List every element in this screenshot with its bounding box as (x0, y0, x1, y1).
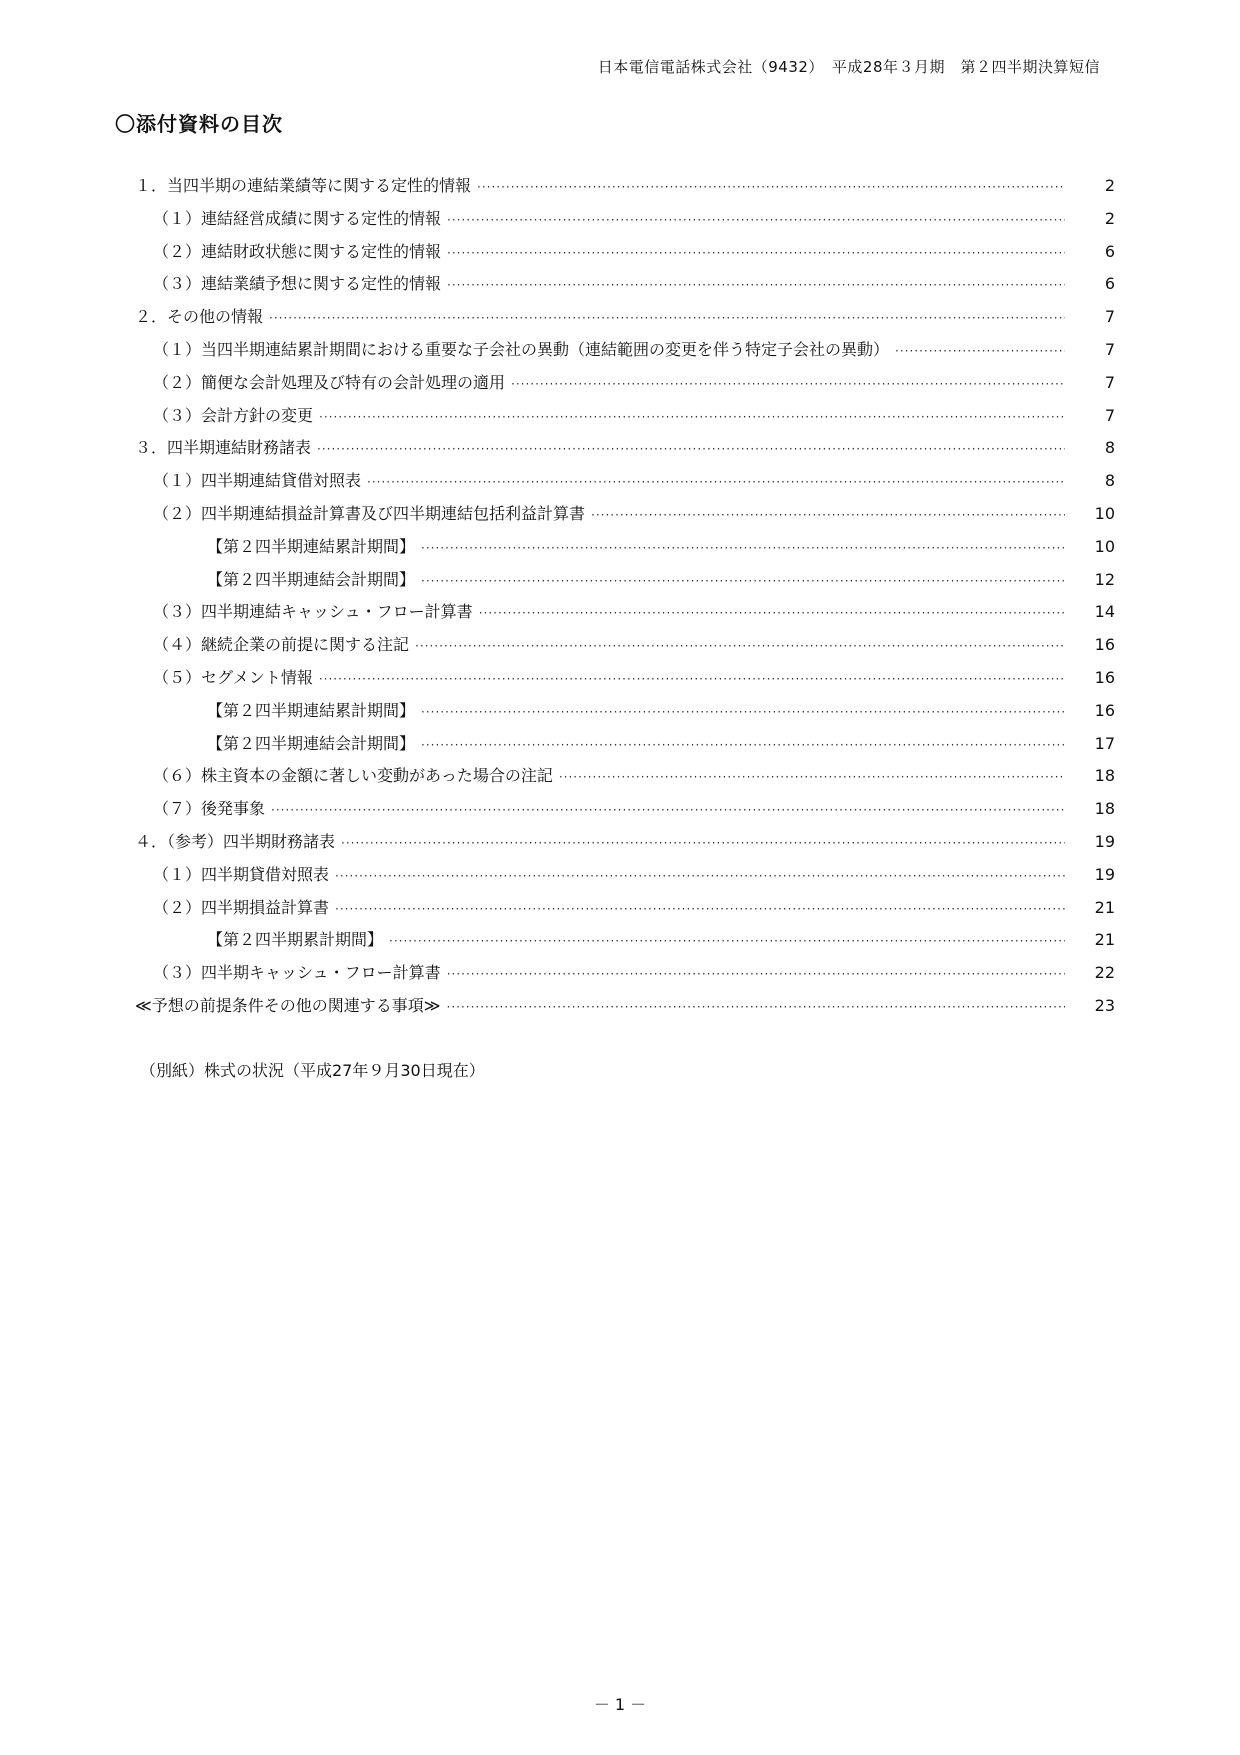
page-number: － 1 － (593, 1695, 647, 1714)
toc-dot-leader (335, 893, 1065, 926)
toc-entry-label: ３．四半期連結財務諸表 (135, 438, 312, 458)
toc-dot-leader (447, 269, 1065, 302)
toc-entry-page: 7 (1104, 339, 1115, 359)
toc-dot-leader (421, 729, 1065, 762)
toc-entry[interactable] (135, 662, 1115, 695)
toc-entry[interactable] (135, 432, 1115, 465)
toc-entry-label: （３）会計方針の変更 (153, 405, 314, 425)
toc-entry-page: 17 (1094, 733, 1115, 753)
toc-entry-page: 19 (1094, 831, 1115, 851)
toc-entry-label: （３）四半期キャッシュ・フロー計算書 (153, 963, 441, 983)
toc-entry-page: 21 (1094, 930, 1115, 950)
toc-entry[interactable] (135, 203, 1115, 236)
toc-entry-page: 22 (1094, 963, 1115, 983)
toc-entry[interactable] (135, 531, 1115, 564)
toc-entry-label: （２）四半期連結損益計算書及び四半期連結包括利益計算書 (153, 503, 586, 523)
toc-entry-label: （５）セグメント情報 (153, 667, 313, 687)
toc-entry[interactable] (135, 760, 1115, 793)
toc-entry[interactable] (135, 596, 1115, 629)
toc-entry-label: （３）四半期連結キャッシュ・フロー計算書 (153, 602, 473, 622)
toc-entry-page: 21 (1094, 897, 1115, 917)
toc-dot-leader (591, 499, 1065, 532)
toc-entry[interactable] (135, 695, 1115, 728)
toc-title: 〇添付資料の目次 (115, 112, 283, 136)
toc-dot-leader (559, 761, 1065, 794)
toc-dot-leader (271, 794, 1065, 827)
toc-entry-page: 8 (1104, 438, 1115, 458)
appendix-note: （別紙）株式の状況（平成27年９月30日現在） (140, 1061, 485, 1080)
toc-entry-page: 8 (1104, 471, 1115, 491)
toc-entry-label: （１）四半期連結貸借対照表 (153, 471, 362, 491)
toc-entry[interactable] (135, 793, 1115, 826)
toc-dot-leader (421, 696, 1065, 729)
toc-entry-page: 18 (1094, 799, 1115, 819)
toc-entry[interactable] (135, 170, 1115, 203)
toc-entry-label: 【第２四半期連結会計期間】 (207, 569, 416, 589)
toc-dot-leader (447, 991, 1065, 1024)
toc-dot-leader (479, 597, 1065, 630)
toc-entry-label: 【第２四半期連結会計期間】 (207, 733, 416, 753)
toc-entry-page: 6 (1104, 274, 1115, 294)
toc-entry-label: （２）連結財政状態に関する定性的情報 (153, 241, 442, 261)
toc-entry[interactable] (135, 629, 1115, 662)
toc-entry-page: 16 (1094, 667, 1115, 687)
toc-entry[interactable] (135, 498, 1115, 531)
toc-entry[interactable] (135, 301, 1115, 334)
toc-dot-leader (421, 532, 1065, 565)
toc-entry[interactable] (135, 826, 1115, 859)
toc-entry-page: 18 (1094, 766, 1115, 786)
toc-dot-leader (319, 401, 1065, 434)
toc-entry-page: 7 (1104, 405, 1115, 425)
table-of-contents (135, 170, 1115, 1023)
toc-entry[interactable] (135, 400, 1115, 433)
toc-entry[interactable] (135, 957, 1115, 990)
toc-entry-page: 10 (1094, 503, 1115, 523)
toc-entry-label: （２）四半期損益計算書 (153, 897, 330, 917)
toc-entry-label: （１）四半期貸借対照表 (153, 864, 330, 884)
toc-entry[interactable] (135, 236, 1115, 269)
toc-entry[interactable] (135, 367, 1115, 400)
toc-entry-page: 19 (1094, 864, 1115, 884)
toc-dot-leader (317, 433, 1065, 466)
toc-entry-label: （１）連結経営成績に関する定性的情報 (153, 208, 442, 228)
toc-dot-leader (511, 368, 1065, 401)
toc-entry[interactable] (135, 334, 1115, 367)
toc-dot-leader (367, 466, 1065, 499)
toc-entry-label: 【第２四半期連結累計期間】 (207, 536, 416, 556)
toc-entry-label: 【第２四半期累計期間】 (207, 930, 384, 950)
toc-dot-leader (415, 630, 1065, 663)
toc-entry[interactable] (135, 465, 1115, 498)
toc-entry[interactable] (135, 892, 1115, 925)
toc-dot-leader (447, 237, 1065, 270)
toc-dot-leader (319, 663, 1065, 696)
toc-entry-label: ４．（参考）四半期財務諸表 (135, 831, 336, 851)
toc-entry-label: 【第２四半期連結累計期間】 (207, 700, 416, 720)
toc-entry-page: 2 (1104, 208, 1115, 228)
toc-entry[interactable] (135, 268, 1115, 301)
toc-dot-leader (341, 827, 1065, 860)
toc-entry-label: （６）株主資本の金額に著しい変動があった場合の注記 (153, 766, 553, 786)
toc-entry-label: （１）当四半期連結累計期間における重要な子会社の異動（連結範囲の変更を伴う特定子会社の異動） (153, 339, 890, 359)
toc-dot-leader (389, 925, 1065, 958)
toc-dot-leader (895, 335, 1065, 368)
toc-entry-label: （７）後発事象 (153, 799, 266, 819)
toc-entry-page: 16 (1094, 635, 1115, 655)
toc-dot-leader (421, 565, 1065, 598)
toc-dot-leader (447, 958, 1065, 991)
toc-entry-label: １．当四半期の連結業績等に関する定性的情報 (135, 176, 472, 195)
document-header: 日本電信電話株式会社（9432） 平成28年３月期 第２四半期決算短信 (597, 58, 1100, 76)
toc-entry-page: 14 (1094, 602, 1115, 622)
toc-entry[interactable] (135, 924, 1115, 957)
toc-entry-page: 10 (1094, 536, 1115, 556)
toc-entry-label: （２）簡便な会計処理及び特有の会計処理の適用 (153, 372, 506, 392)
toc-entry[interactable] (135, 859, 1115, 892)
toc-entry-page: 6 (1104, 241, 1115, 261)
toc-dot-leader (477, 171, 1065, 204)
toc-entry[interactable] (135, 564, 1115, 597)
toc-entry-label: ２．その他の情報 (135, 307, 264, 327)
toc-entry-label: ≪予想の前提条件その他の関連する事項≫ (135, 995, 441, 1015)
toc-entry-label: （４）継続企業の前提に関する注記 (153, 635, 410, 655)
toc-entry-page: 2 (1104, 176, 1115, 195)
toc-entry-page: 12 (1094, 569, 1115, 589)
toc-entry-page: 7 (1104, 307, 1115, 327)
toc-entry[interactable] (135, 728, 1115, 761)
toc-entry-page: 7 (1104, 372, 1115, 392)
toc-dot-leader (335, 860, 1065, 893)
toc-dot-leader (269, 302, 1065, 335)
toc-entry[interactable] (135, 990, 1115, 1023)
toc-entry-page: 16 (1094, 700, 1115, 720)
toc-entry-label: （３）連結業績予想に関する定性的情報 (153, 274, 442, 294)
toc-dot-leader (447, 204, 1065, 237)
toc-entry-page: 23 (1094, 995, 1115, 1015)
